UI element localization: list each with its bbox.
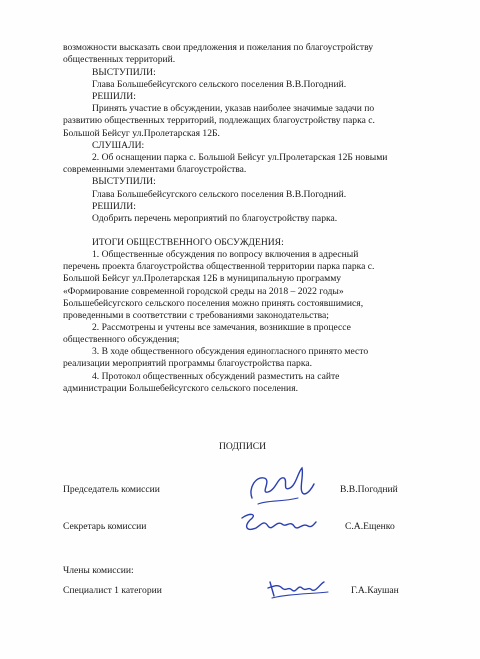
- results-3-line-1: 3. В ходе общественного обсуждения единогласного принято место: [92, 346, 369, 357]
- signatures-heading: ПОДПИСИ: [219, 441, 267, 452]
- member-role: Специалист 1 категории: [63, 585, 162, 596]
- results-3-line-2: реализации мероприятий программы благоустройства парка.: [63, 358, 313, 369]
- item-2-line-2: современными элементами благоустройства.: [63, 164, 247, 175]
- results-1-line-4: «Формирование современной городской среды на 2018 – 2022 годы»: [63, 286, 344, 297]
- decision-line-1: Принять участие в обсуждении, указав наиболее значимые задачи по: [92, 103, 375, 114]
- decision-line-3: Большой Бейсуг ул.Пролетарская 12Б.: [63, 128, 220, 139]
- text-line-1: возможности высказать свои предложения и пожелания по благоустройству: [63, 42, 374, 53]
- member-name: Г.А.Каушан: [351, 585, 399, 596]
- results-heading: ИТОГИ ОБЩЕСТВЕННОГО ОБСУЖДЕНИЯ:: [92, 237, 284, 248]
- secretary-signature: [236, 508, 320, 538]
- results-4-line-2: администрации Большебейсугского сельского поселения.: [63, 383, 298, 394]
- results-2-line-1: 2. Рассмотрены и учтены все замечания, возникшие в процессе: [92, 322, 351, 333]
- members-label: Члены комиссии:: [63, 565, 134, 576]
- section-heading-decided: РЕШИЛИ:: [92, 91, 136, 102]
- speaker-line-2: Глава Большебейсугского сельского поселения В.В.Погодний.: [92, 189, 347, 200]
- secretary-role: Секретарь комиссии: [63, 521, 147, 532]
- section-heading-heard: СЛУШАЛИ:: [92, 140, 145, 151]
- section-heading-decided-2: РЕШИЛИ:: [92, 201, 136, 212]
- item-2-line-1: 2. Об оснащении парка с. Большой Бейсуг ул.Пролетарская 12Б новыми: [92, 152, 388, 163]
- results-1-line-2: перечень проекта благоустройства общественной территории парка парка с.: [63, 261, 375, 272]
- speaker-line: Глава Большебейсугского сельского поселения В.В.Погодний.: [92, 79, 347, 90]
- text-line-2: общественных территорий.: [63, 54, 176, 65]
- secretary-name: С.А.Ещенко: [345, 521, 395, 532]
- results-4-line-1: 4. Протокол общественных обсуждений разместить на сайте: [92, 371, 340, 382]
- decision-line-2: развитию общественных территорий, подлежащих благоустройству парка с.: [63, 115, 375, 126]
- chair-signature: [238, 458, 318, 508]
- member-signature: [264, 574, 334, 602]
- chair-name: В.В.Погодний: [340, 484, 398, 495]
- decision-line-4: Одобрить перечень мероприятий по благоустройству парка.: [92, 213, 338, 224]
- results-2-line-2: общественного обсуждения;: [63, 334, 180, 345]
- results-1-line-1: 1. Общественные обсуждения по вопросу включения в адресный: [92, 249, 359, 260]
- results-1-line-3: Большой Бейсуг ул.Пролетарская 12Б в муниципальную программу: [63, 273, 342, 284]
- results-1-line-6: проведенными в соответствии с требованиями законодательства;: [63, 310, 329, 321]
- chair-role: Председатель комиссии: [63, 484, 160, 495]
- section-heading-spoke: ВЫСТУПИЛИ:: [92, 67, 156, 78]
- results-1-line-5: Большебейсугского сельского поселения можно принять состоявшимися,: [63, 298, 364, 309]
- section-heading-spoke-2: ВЫСТУПИЛИ:: [92, 176, 156, 187]
